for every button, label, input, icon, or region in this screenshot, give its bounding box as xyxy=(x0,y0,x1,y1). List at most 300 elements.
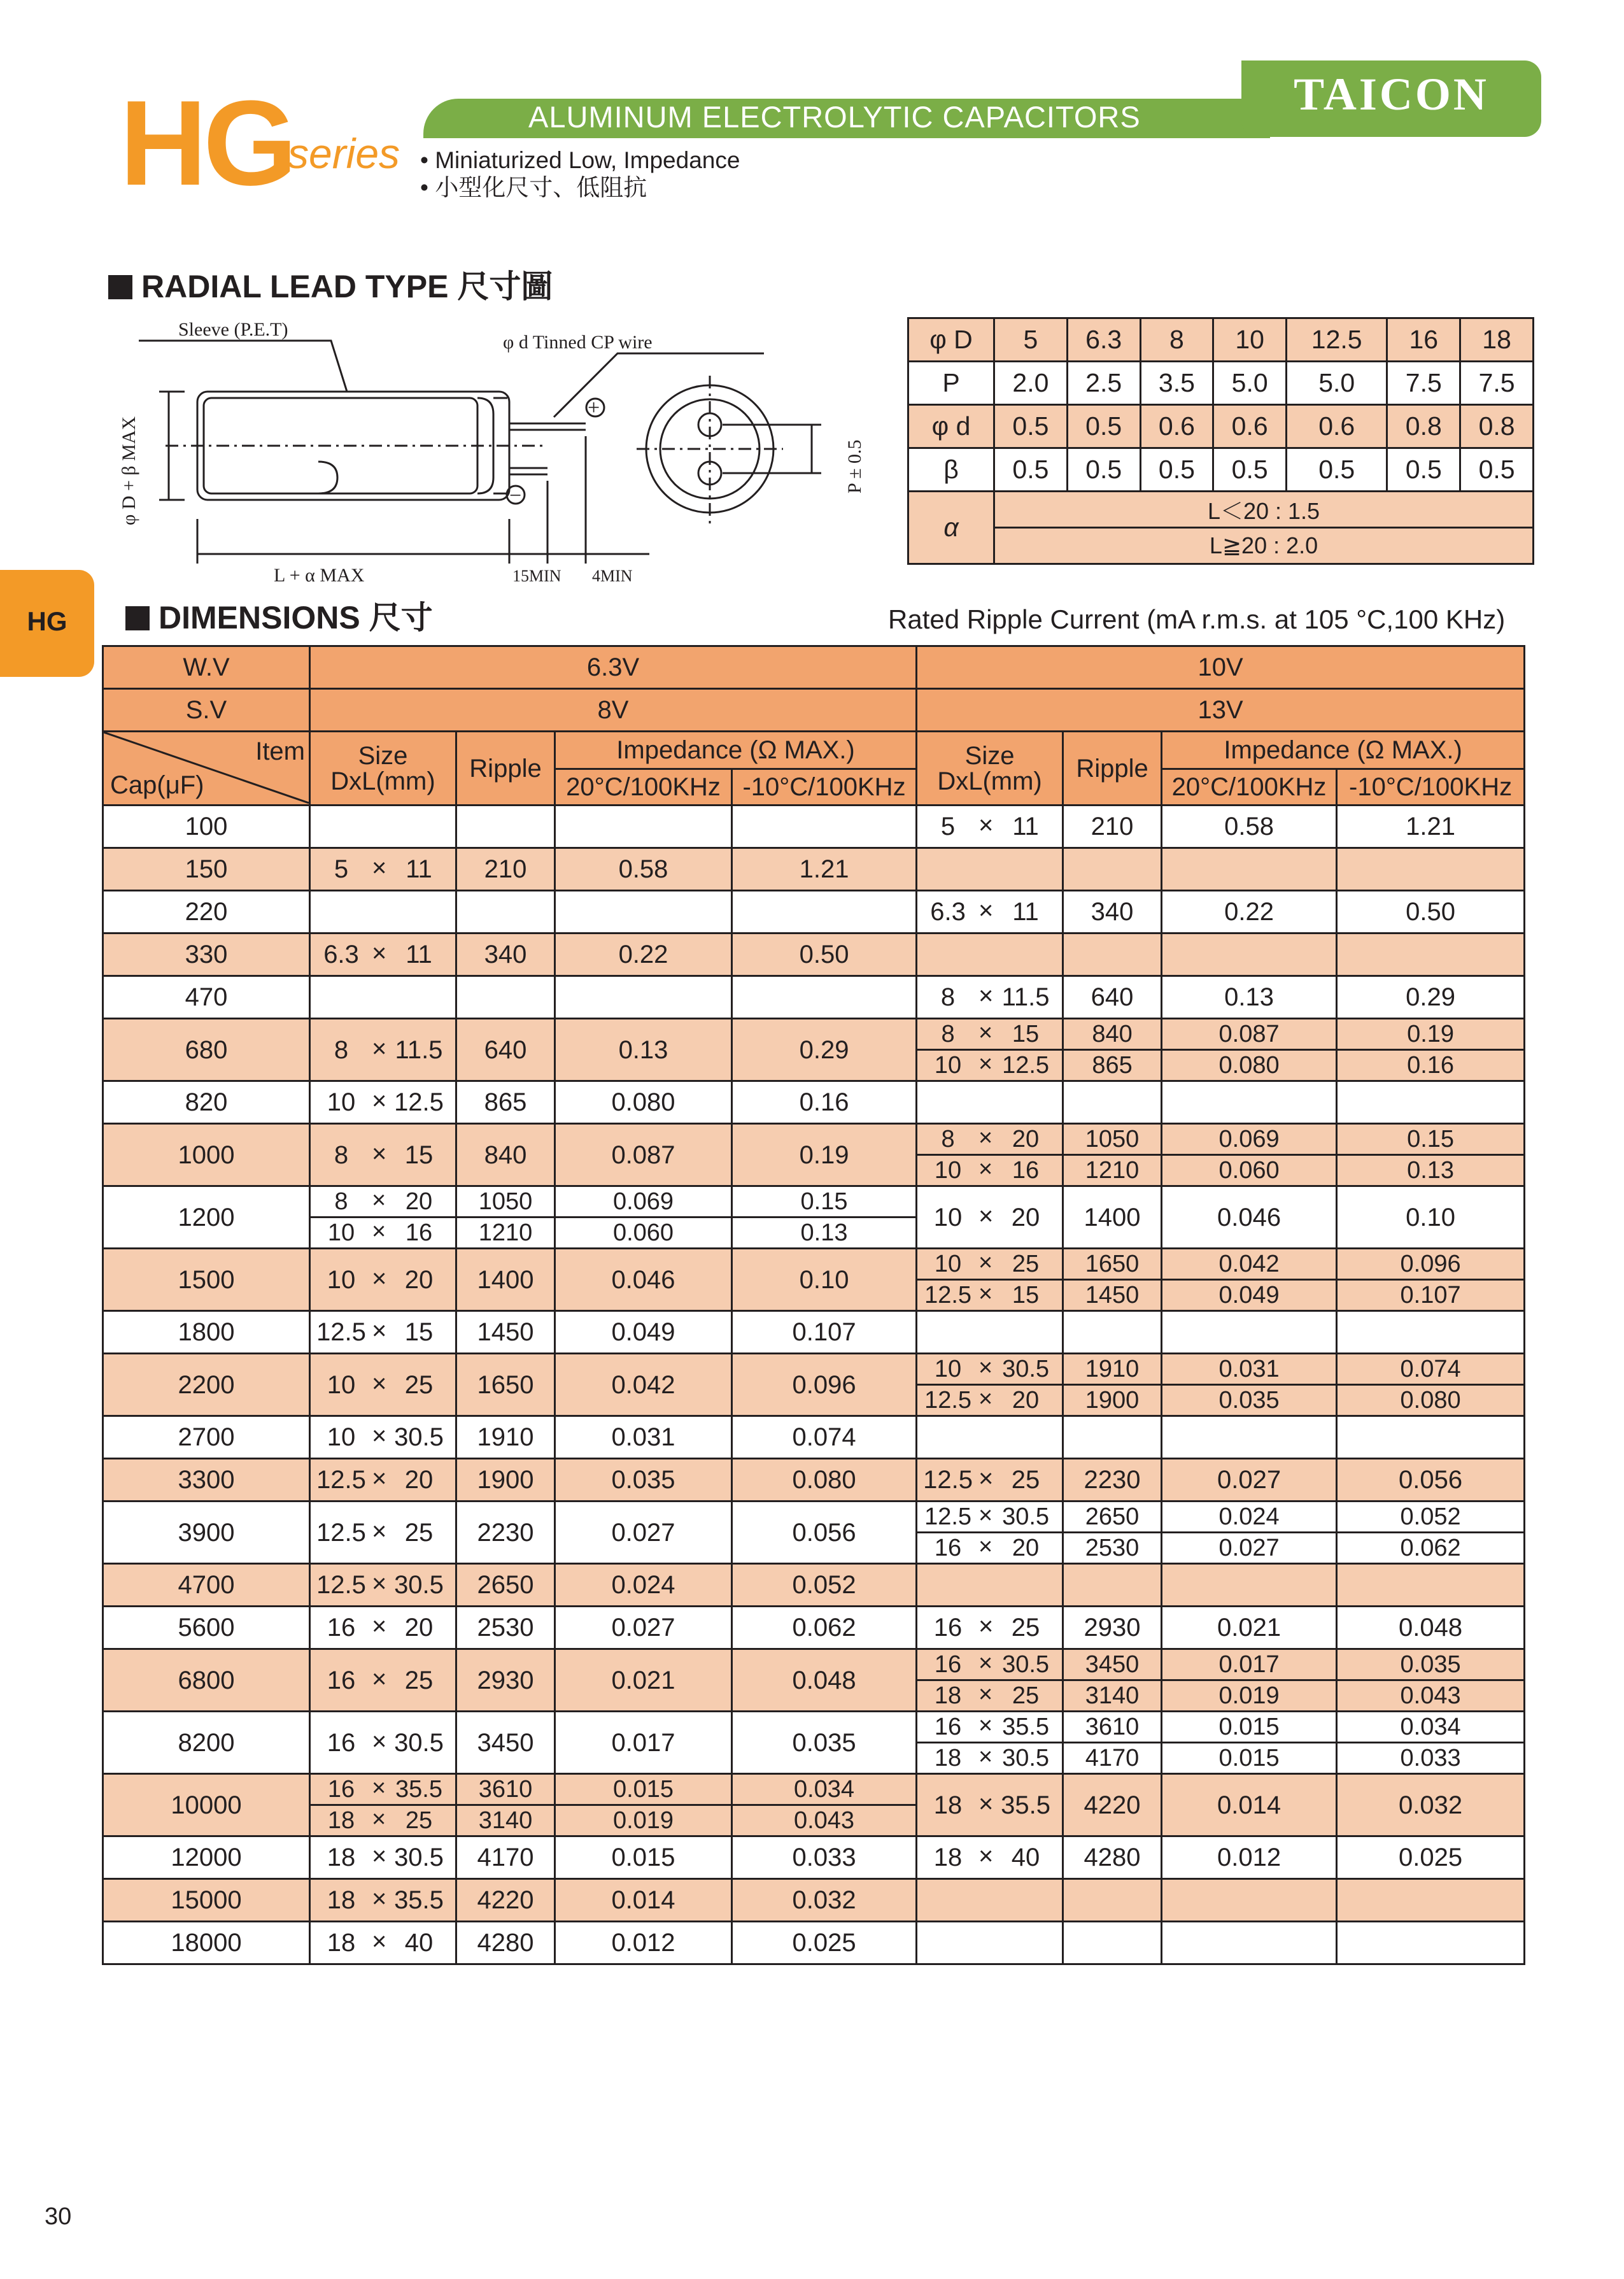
size-cell xyxy=(310,1354,456,1416)
size-cell xyxy=(310,1564,456,1607)
size-diameter: 10 xyxy=(934,1052,962,1079)
impedance-m10-cell: 0.035 xyxy=(732,1712,917,1774)
dim-cell: 0.5 xyxy=(1287,448,1387,492)
empty-cell xyxy=(732,976,917,1019)
impedance-m10-cell: 0.052 xyxy=(732,1564,917,1607)
empty-cell xyxy=(456,806,555,848)
empty-cell xyxy=(1063,1564,1162,1607)
ripple-cell: 865 xyxy=(456,1081,555,1124)
impedance-20-cell: 0.031 xyxy=(1162,1354,1337,1385)
size-length: 30.5 xyxy=(1002,1503,1050,1530)
ripple-cell: 2530 xyxy=(1063,1533,1162,1564)
table-row xyxy=(103,1607,1525,1649)
size-length: 15 xyxy=(404,1318,434,1346)
ripple-cell: 1400 xyxy=(1063,1186,1162,1249)
impedance-20-cell: 0.060 xyxy=(1162,1155,1337,1186)
ripple-cell: 340 xyxy=(456,934,555,976)
ripple-cell: 2230 xyxy=(456,1502,555,1564)
impedance-20-cell: 0.014 xyxy=(1162,1774,1337,1836)
size-diameter: 8 xyxy=(941,1126,955,1153)
impedance-20-cell: 0.021 xyxy=(1162,1607,1337,1649)
cap-label: Cap(μF) xyxy=(110,771,204,799)
dim-cell: 8 xyxy=(1140,318,1213,362)
ripple-cell: 1650 xyxy=(456,1354,555,1416)
times-sign: × xyxy=(372,1570,387,1598)
times-sign: × xyxy=(978,1125,993,1152)
size-length: 25 xyxy=(1012,1682,1040,1709)
table-row xyxy=(103,976,1525,1019)
empty-cell xyxy=(1337,934,1525,976)
lead-dimension-table xyxy=(907,317,1534,565)
capacitance-cell: 15000 xyxy=(103,1879,310,1922)
dim-row xyxy=(908,362,1534,405)
empty-cell xyxy=(917,934,1063,976)
size-diameter: 18 xyxy=(934,1745,962,1771)
wire-label: φ d Tinned CP wire xyxy=(503,332,653,353)
size-cell xyxy=(310,1019,456,1081)
table-row xyxy=(103,848,1525,891)
ripple-cell: 2530 xyxy=(456,1607,555,1649)
impedance-m10-cell: 0.29 xyxy=(732,1019,917,1081)
capacitance-cell: 10000 xyxy=(103,1774,310,1836)
impedance-20-cell: 0.031 xyxy=(555,1416,732,1459)
dim-cell: 5 xyxy=(994,318,1068,362)
size-diameter: 6.3 xyxy=(323,941,359,969)
size-length: 12.5 xyxy=(1002,1052,1050,1079)
square-bullet-icon xyxy=(108,275,132,299)
impedance-m10-cell: 0.10 xyxy=(732,1249,917,1311)
dim-cell: 0.5 xyxy=(1213,448,1287,492)
capacitance-cell: 5600 xyxy=(103,1607,310,1649)
ripple-cell: 1900 xyxy=(456,1459,555,1502)
size-diameter: 8 xyxy=(941,1021,955,1047)
empty-cell xyxy=(1162,848,1337,891)
dim-cell: 0.5 xyxy=(1387,448,1460,492)
size-diameter: 10 xyxy=(934,1157,962,1184)
size-length: 11 xyxy=(406,855,432,883)
dim-cell: 0.5 xyxy=(1067,405,1140,448)
ripple-cell: 4280 xyxy=(1063,1836,1162,1879)
times-sign: × xyxy=(978,1051,993,1078)
impedance-20-cell: 0.080 xyxy=(1162,1050,1337,1081)
size-diameter: 16 xyxy=(327,1666,356,1694)
impedance-m10-cell: 0.032 xyxy=(732,1879,917,1922)
size-length: 11.5 xyxy=(395,1035,443,1064)
series-code: HG xyxy=(120,76,293,211)
empty-cell xyxy=(917,1879,1063,1922)
dim-cell: 0.5 xyxy=(1140,448,1213,492)
impedance-m10-cell: 0.033 xyxy=(732,1836,917,1879)
table-row xyxy=(103,1249,1525,1280)
impedance-20-cell: 0.069 xyxy=(1162,1124,1337,1155)
times-sign: × xyxy=(978,1789,994,1818)
table-row xyxy=(103,806,1525,848)
size-cell xyxy=(917,1459,1063,1502)
capacitance-cell: 1200 xyxy=(103,1186,310,1249)
empty-cell xyxy=(1063,1922,1162,1964)
size-diameter: 8 xyxy=(334,1140,349,1169)
impedance-m10-cell: 0.19 xyxy=(732,1124,917,1186)
size-length: 30.5 xyxy=(394,1423,444,1451)
sv-8v: 8V xyxy=(310,689,917,732)
capacitance-cell: 3900 xyxy=(103,1502,310,1564)
size-length: 25 xyxy=(1011,1614,1040,1642)
size-length: 30.5 xyxy=(394,1728,444,1757)
size-cell xyxy=(310,1922,456,1964)
times-sign: × xyxy=(372,1187,386,1214)
dim-cell: 5.0 xyxy=(1287,362,1387,405)
size-cell xyxy=(917,1743,1063,1774)
size-diameter: 18 xyxy=(327,1843,356,1871)
empty-cell xyxy=(1063,1081,1162,1124)
size-length: 16 xyxy=(1012,1157,1040,1184)
impedance-m10-cell: 0.062 xyxy=(1337,1533,1525,1564)
size-length: 20 xyxy=(404,1265,434,1294)
empty-cell xyxy=(1063,1311,1162,1354)
dim-cell: 0.6 xyxy=(1287,405,1387,448)
empty-cell xyxy=(1162,1416,1337,1459)
table-row xyxy=(103,1354,1525,1385)
impedance-m10-cell: 0.13 xyxy=(1337,1155,1525,1186)
table-row xyxy=(103,1081,1525,1124)
table-row xyxy=(103,1124,1525,1155)
size-length: 40 xyxy=(404,1929,434,1957)
times-sign: × xyxy=(978,1712,993,1740)
size-header-a xyxy=(310,732,456,806)
ripple-cell: 1910 xyxy=(456,1416,555,1459)
times-sign: × xyxy=(978,1281,993,1308)
size-length: 20 xyxy=(405,1188,433,1215)
plus-mark-icon: + xyxy=(588,396,600,420)
size-cell xyxy=(917,1680,1063,1712)
ripple-cell: 4220 xyxy=(1063,1774,1162,1836)
times-sign: × xyxy=(372,1806,386,1833)
size-length: 20 xyxy=(1012,1126,1040,1153)
impedance-20-cell: 0.042 xyxy=(1162,1249,1337,1280)
empty-cell xyxy=(555,976,732,1019)
empty-cell xyxy=(456,976,555,1019)
ripple-cell: 3450 xyxy=(456,1712,555,1774)
impedance-20-cell: 0.014 xyxy=(555,1879,732,1922)
capacitance-cell: 680 xyxy=(103,1019,310,1081)
brand-logo: TAICON xyxy=(1294,69,1489,120)
size-diameter: 12.5 xyxy=(924,1282,972,1309)
impedance-m10-cell: 0.10 xyxy=(1337,1186,1525,1249)
size-cell xyxy=(310,1218,456,1249)
times-sign: × xyxy=(372,1139,387,1168)
capacitance-cell: 100 xyxy=(103,806,310,848)
empty-cell xyxy=(456,891,555,934)
minus-mark-icon: − xyxy=(509,484,522,508)
times-sign: × xyxy=(372,1264,387,1293)
size-diameter: 16 xyxy=(934,1651,962,1678)
ripple-cell: 4170 xyxy=(1063,1743,1162,1774)
impedance-m10-cell: 0.034 xyxy=(1337,1712,1525,1743)
size-length: 30.5 xyxy=(394,1843,444,1871)
size-cell xyxy=(917,806,1063,848)
table-row xyxy=(103,1774,1525,1805)
ripple-cell: 2930 xyxy=(1063,1607,1162,1649)
empty-cell xyxy=(1162,1311,1337,1354)
wv-10v: 10V xyxy=(917,646,1525,689)
impedance-m10-cell: 0.043 xyxy=(732,1805,917,1836)
size-diameter: 16 xyxy=(934,1535,962,1561)
size-diameter: 12.5 xyxy=(316,1466,366,1494)
size-diameter: 12.5 xyxy=(924,1503,972,1530)
empty-cell xyxy=(1162,1922,1337,1964)
dim-cell: 12.5 xyxy=(1287,318,1387,362)
times-sign: × xyxy=(372,1422,387,1450)
size-diameter: 18 xyxy=(934,1682,962,1709)
dxl-label: DxL(mm) xyxy=(937,767,1042,795)
impedance-m10-cell: 0.032 xyxy=(1337,1774,1525,1836)
impedance-20-cell: 0.046 xyxy=(555,1249,732,1311)
ripple-header-b: Ripple xyxy=(1063,732,1162,806)
table-row xyxy=(103,1311,1525,1354)
empty-cell xyxy=(1063,1416,1162,1459)
ripple-cell: 1900 xyxy=(1063,1385,1162,1416)
impedance-20-cell: 0.22 xyxy=(1162,891,1337,934)
capacitance-cell: 1000 xyxy=(103,1124,310,1186)
impedance-m10-cell: 0.052 xyxy=(1337,1502,1525,1533)
size-cell xyxy=(917,1836,1063,1879)
times-sign: × xyxy=(372,1612,387,1640)
table-row xyxy=(103,934,1525,976)
empty-cell xyxy=(1162,1081,1337,1124)
ripple-cell: 210 xyxy=(1063,806,1162,848)
empty-cell xyxy=(1337,1564,1525,1607)
table-row xyxy=(103,1502,1525,1533)
capacitance-cell: 8200 xyxy=(103,1712,310,1774)
radial-heading xyxy=(108,271,553,302)
times-sign: × xyxy=(978,1202,994,1230)
size-cell xyxy=(310,1836,456,1879)
size-length: 11 xyxy=(406,941,432,969)
capacitance-cell: 330 xyxy=(103,934,310,976)
size-cell xyxy=(917,1124,1063,1155)
diameter-label: φ D + β MAX xyxy=(118,416,139,525)
empty-cell xyxy=(917,1564,1063,1607)
impedance-m10-cell: 0.16 xyxy=(1337,1050,1525,1081)
empty-cell xyxy=(917,1081,1063,1124)
dim-cell: 3.5 xyxy=(1140,362,1213,405)
impedance-20-cell: 0.58 xyxy=(555,848,732,891)
impedance-m10-cell: 0.025 xyxy=(732,1922,917,1964)
size-diameter: 10 xyxy=(327,1219,355,1246)
impedance-20-cell: 0.027 xyxy=(555,1502,732,1564)
capacitance-cell: 1500 xyxy=(103,1249,310,1311)
times-sign: × xyxy=(372,1317,387,1345)
end-min-label: 4MIN xyxy=(592,567,633,585)
impedance-20-cell: 0.019 xyxy=(555,1805,732,1836)
size-cell xyxy=(310,1805,456,1836)
dimensions-table xyxy=(102,645,1525,1965)
size-length: 30.5 xyxy=(394,1571,444,1599)
times-sign: × xyxy=(372,1775,386,1802)
capacitance-cell: 2700 xyxy=(103,1416,310,1459)
dim-cell: 0.8 xyxy=(1387,405,1460,448)
table-row xyxy=(103,1922,1525,1964)
impedance-m10-cell: 0.034 xyxy=(732,1774,917,1805)
dim-cell: 0.5 xyxy=(994,448,1068,492)
size-diameter: 12.5 xyxy=(316,1571,366,1599)
times-sign: × xyxy=(372,1465,387,1493)
ripple-cell: 2650 xyxy=(456,1564,555,1607)
table-row xyxy=(103,1879,1525,1922)
size-cell xyxy=(310,1186,456,1218)
temp-20-a: 20°C/100KHz xyxy=(555,769,732,806)
size-cell xyxy=(917,1502,1063,1533)
impedance-m10-cell: 1.21 xyxy=(1337,806,1525,848)
size-length: 30.5 xyxy=(1002,1651,1050,1678)
impedance-m10-cell: 0.096 xyxy=(732,1354,917,1416)
ripple-cell: 4170 xyxy=(456,1836,555,1879)
dim-row-label: β xyxy=(908,448,994,492)
impedance-20-cell: 0.027 xyxy=(555,1607,732,1649)
size-length: 35.5 xyxy=(1002,1714,1050,1740)
radial-heading-text: RADIAL LEAD TYPE 尺寸圖 xyxy=(141,269,553,304)
empty-cell xyxy=(310,976,456,1019)
empty-cell xyxy=(1063,934,1162,976)
dim-cell: 18 xyxy=(1460,318,1534,362)
impedance-20-cell: 0.087 xyxy=(555,1124,732,1186)
times-sign: × xyxy=(978,1249,993,1277)
size-diameter: 18 xyxy=(327,1807,355,1834)
ripple-note: Rated Ripple Current (mA r.m.s. at 105 °C,100 KHz) xyxy=(888,604,1506,634)
impedance-20-cell: 0.019 xyxy=(1162,1680,1337,1712)
table-row xyxy=(103,1186,1525,1218)
size-diameter: 18 xyxy=(327,1886,356,1914)
dim-row xyxy=(908,318,1534,362)
size-cell xyxy=(917,1019,1063,1050)
size-diameter: 10 xyxy=(327,1370,356,1399)
size-cell xyxy=(310,1502,456,1564)
dim-row xyxy=(908,405,1534,448)
empty-cell xyxy=(1063,1879,1162,1922)
size-length: 16 xyxy=(405,1219,433,1246)
size-cell xyxy=(310,934,456,976)
impedance-m10-cell: 0.062 xyxy=(732,1607,917,1649)
impedance-m10-cell: 0.025 xyxy=(1337,1836,1525,1879)
sleeve-label: Sleeve (P.E.T) xyxy=(178,319,288,340)
dim-cell: 0.6 xyxy=(1140,405,1213,448)
size-length: 20 xyxy=(1012,1535,1040,1561)
empty-cell xyxy=(1337,1416,1525,1459)
capacitance-cell: 12000 xyxy=(103,1836,310,1879)
sv-label: S.V xyxy=(103,689,310,732)
empty-cell xyxy=(1337,1922,1525,1964)
impedance-20-cell: 0.13 xyxy=(555,1019,732,1081)
impedance-20-cell: 0.017 xyxy=(1162,1649,1337,1680)
times-sign: × xyxy=(978,1743,993,1771)
impedance-m10-cell: 0.080 xyxy=(1337,1385,1525,1416)
size-diameter: 18 xyxy=(327,1929,356,1957)
size-cell xyxy=(917,1186,1063,1249)
ripple-cell: 1210 xyxy=(1063,1155,1162,1186)
empty-cell xyxy=(1162,934,1337,976)
size-length: 11.5 xyxy=(1001,983,1050,1011)
times-sign: × xyxy=(372,1218,386,1246)
empty-cell xyxy=(917,1416,1063,1459)
impedance-m10-cell: 0.13 xyxy=(732,1218,917,1249)
ripple-cell: 865 xyxy=(1063,1050,1162,1081)
size-label: Size xyxy=(358,741,408,770)
empty-cell xyxy=(732,891,917,934)
ripple-header-a: Ripple xyxy=(456,732,555,806)
dim-cell: 5.0 xyxy=(1213,362,1287,405)
size-cell xyxy=(310,1879,456,1922)
empty-cell xyxy=(917,848,1063,891)
size-length: 11 xyxy=(1012,898,1039,926)
size-diameter: 16 xyxy=(327,1614,356,1642)
item-label: Item xyxy=(255,737,305,765)
dim-cell: 16 xyxy=(1387,318,1460,362)
impedance-m10-cell: 0.096 xyxy=(1337,1249,1525,1280)
ripple-cell: 2650 xyxy=(1063,1502,1162,1533)
size-cell xyxy=(310,1416,456,1459)
size-length: 25 xyxy=(404,1518,434,1547)
size-cell xyxy=(310,1712,456,1774)
size-cell xyxy=(310,1774,456,1805)
empty-cell xyxy=(1337,1879,1525,1922)
times-sign: × xyxy=(372,854,387,882)
dim-cell: 0.8 xyxy=(1460,405,1534,448)
impedance-20-cell: 0.049 xyxy=(555,1311,732,1354)
times-sign: × xyxy=(978,1354,993,1382)
size-length: 20 xyxy=(1011,1203,1040,1232)
ripple-cell: 4280 xyxy=(456,1922,555,1964)
empty-cell xyxy=(1162,1879,1337,1922)
impedance-20-cell: 0.015 xyxy=(1162,1743,1337,1774)
size-diameter: 12.5 xyxy=(923,1466,973,1494)
series-word: series xyxy=(288,130,400,177)
impedance-m10-cell: 0.29 xyxy=(1337,976,1525,1019)
times-sign: × xyxy=(978,1465,994,1493)
size-diameter: 12.5 xyxy=(924,1387,972,1414)
size-diameter: 6.3 xyxy=(930,898,966,926)
size-diameter: 5 xyxy=(940,813,956,841)
size-diameter: 16 xyxy=(933,1614,963,1642)
dim-cell: 0.5 xyxy=(1460,448,1534,492)
capacitance-cell: 3300 xyxy=(103,1459,310,1502)
dim-cell: 10 xyxy=(1213,318,1287,362)
times-sign: × xyxy=(978,1502,993,1530)
ripple-cell: 640 xyxy=(456,1019,555,1081)
capacitance-cell: 820 xyxy=(103,1081,310,1124)
impedance-20-cell: 0.58 xyxy=(1162,806,1337,848)
impedance-m10-cell: 0.074 xyxy=(1337,1354,1525,1385)
size-cell xyxy=(917,1533,1063,1564)
side-tab-label: HG xyxy=(27,606,67,636)
dim-row-label: P xyxy=(908,362,994,405)
ripple-cell: 3610 xyxy=(456,1774,555,1805)
size-length: 20 xyxy=(404,1466,434,1494)
impedance-20-cell: 0.049 xyxy=(1162,1280,1337,1311)
size-diameter: 16 xyxy=(327,1776,355,1803)
size-length: 15 xyxy=(404,1140,434,1169)
ripple-cell: 640 xyxy=(1063,976,1162,1019)
ripple-cell: 3610 xyxy=(1063,1712,1162,1743)
times-sign: × xyxy=(978,1019,993,1047)
ripple-cell: 840 xyxy=(1063,1019,1162,1050)
times-sign: × xyxy=(372,1842,387,1870)
size-length: 25 xyxy=(1011,1466,1040,1494)
size-length: 25 xyxy=(405,1807,433,1834)
times-sign: × xyxy=(978,1156,993,1183)
size-length: 12.5 xyxy=(394,1088,444,1116)
capacitance-cell: 1800 xyxy=(103,1311,310,1354)
size-diameter: 12.5 xyxy=(316,1518,366,1547)
